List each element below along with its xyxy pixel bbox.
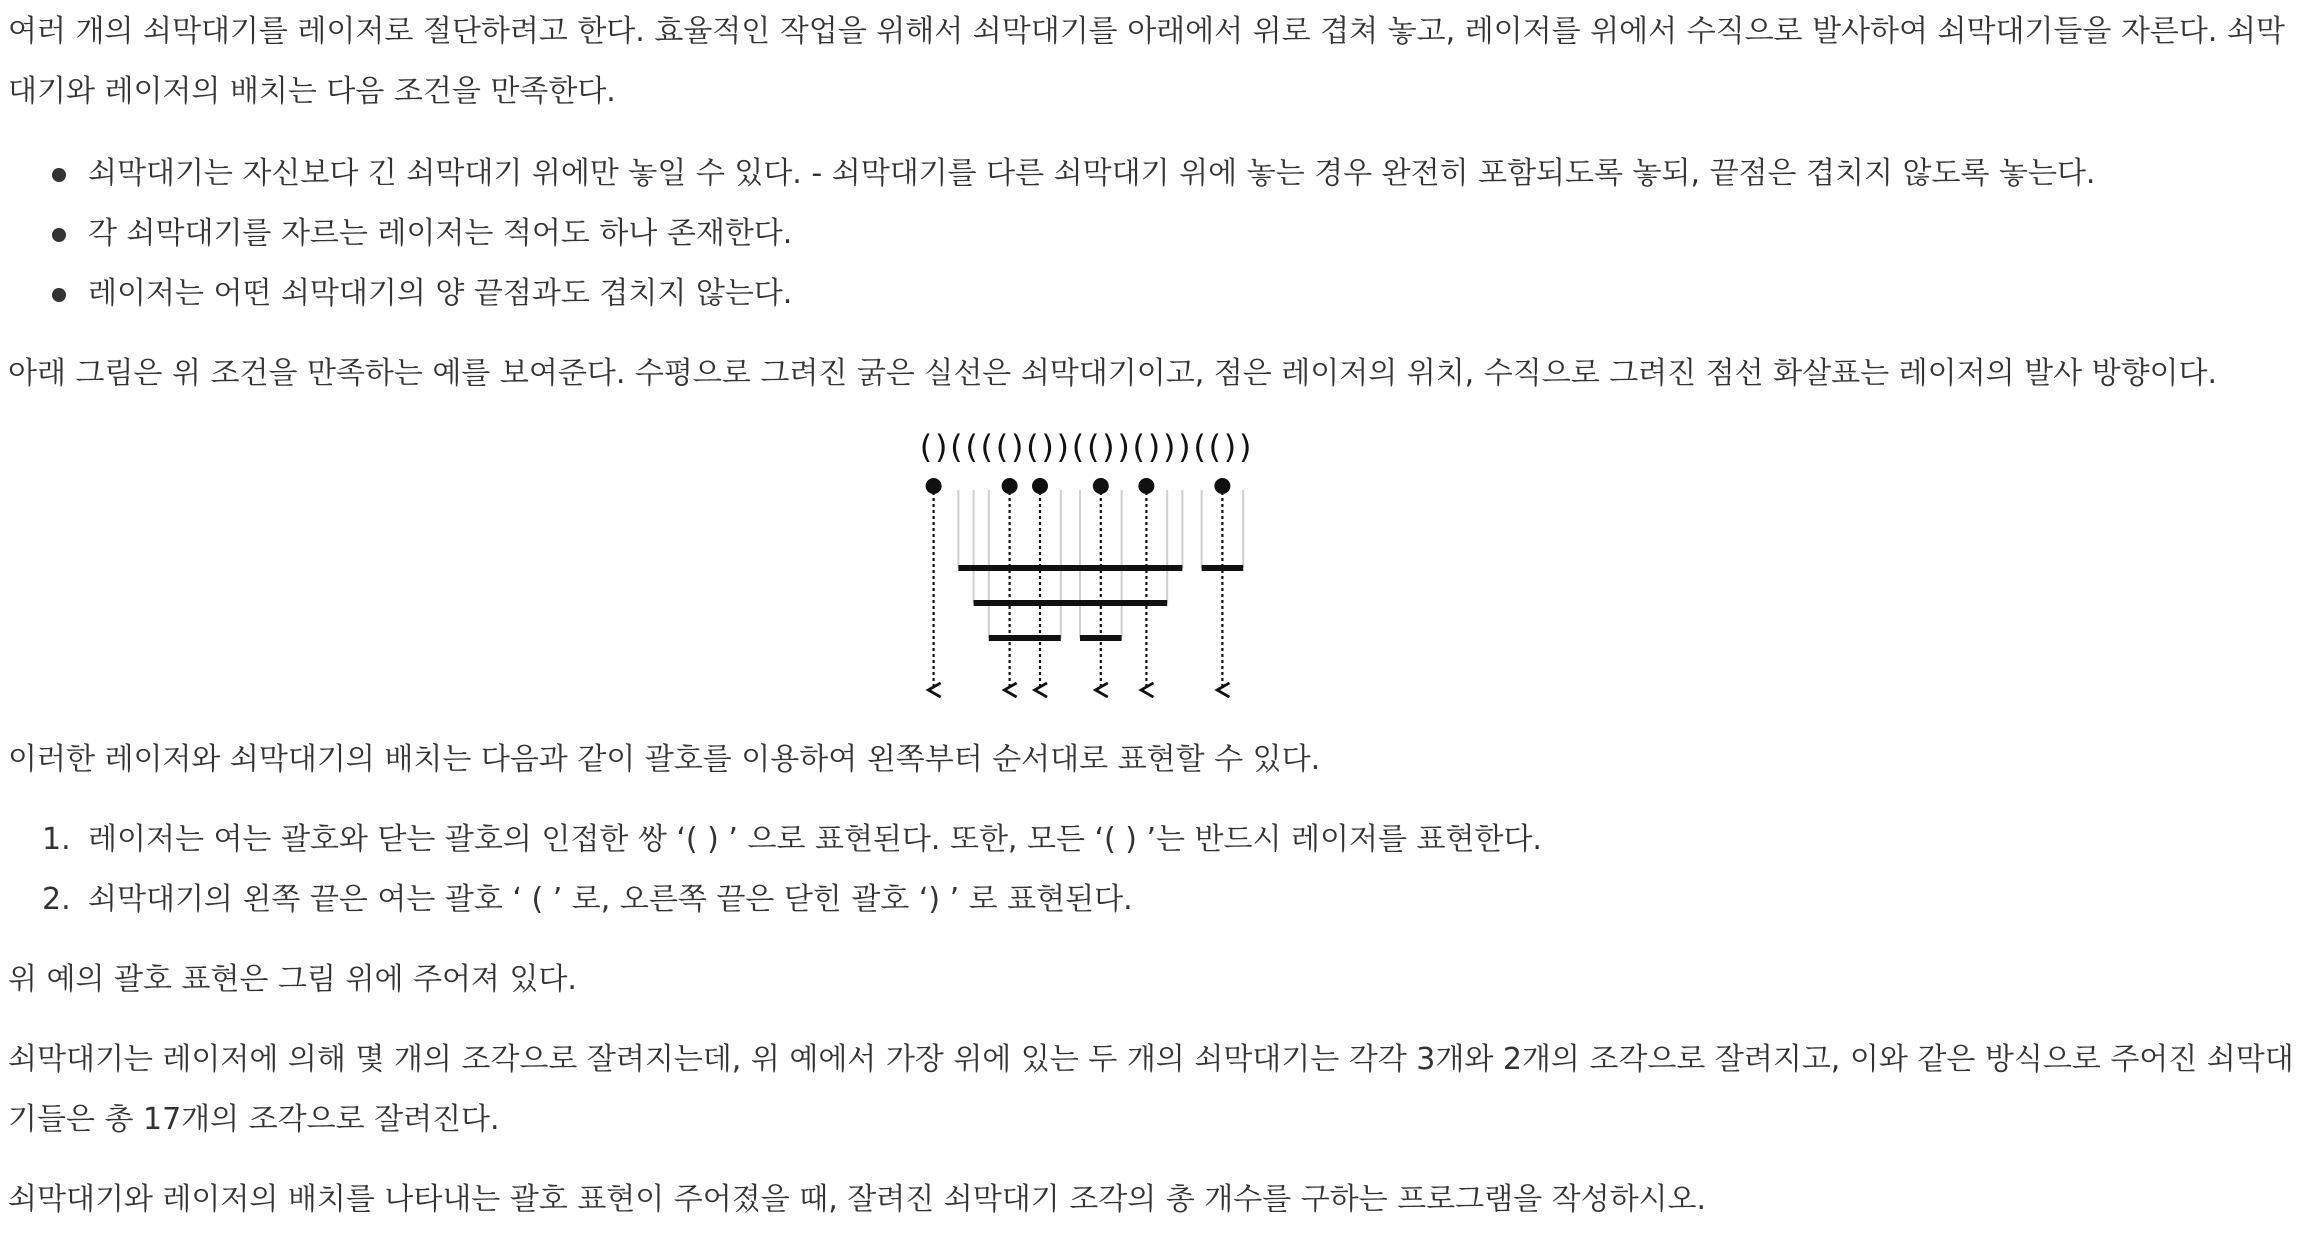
bracket-char: ) bbox=[934, 428, 948, 466]
pieces-paragraph: 쇠막대기는 레이저에 의해 몇 개의 조각으로 잘려지는데, 위 예에서 가장 위에 있는 두 개의 쇠막대기는 각각 3개와 2개의 조각으로 잘려지고, 이와 같은 방식으로 주어진 쇠막대기들은 총 17개의 조각으로 잘려진다. bbox=[8, 1042, 2294, 1137]
bracket-char: ) bbox=[1102, 428, 1115, 466]
figure-intro-paragraph: 아래 그림은 위 조건을 만족하는 예를 보여준다. 수평으로 그려진 굵은 실선은 쇠막대기이고, 점은 레이저의 위치, 수직으로 그려진 점선 화살표는 레이저의 발사 방향이다. bbox=[8, 356, 2218, 391]
condition-item bbox=[0, 204, 2300, 264]
bullet-icon bbox=[52, 228, 66, 242]
bracket-char: ) bbox=[1117, 428, 1130, 466]
bracket-char: ( bbox=[965, 428, 978, 466]
bracket-char: ( bbox=[1026, 428, 1039, 466]
bracket-char: ) bbox=[1162, 428, 1176, 466]
bracket-char: ( bbox=[980, 428, 994, 466]
example-note-paragraph: 위 예의 괄호 표현은 그림 위에 주어져 있다. bbox=[8, 962, 577, 997]
bracket-char: ) bbox=[1223, 428, 1237, 466]
bracket-char: ) bbox=[1238, 428, 1252, 466]
rule-item bbox=[0, 810, 2300, 870]
bracket-char: ) bbox=[1041, 428, 1054, 466]
bracket-char: ) bbox=[1147, 428, 1161, 466]
bracket-intro-paragraph: 이러한 레이저와 쇠막대기의 배치는 다음과 같이 괄호를 이용하여 왼쪽부터 순서대로 표현할 수 있다. bbox=[8, 742, 1321, 777]
laser-dot bbox=[1002, 478, 1018, 494]
laser-bar-diagram bbox=[900, 428, 1420, 698]
rule-item bbox=[0, 870, 2300, 930]
bracket-char: ( bbox=[1071, 428, 1085, 466]
bracket-char: ) bbox=[1178, 428, 1191, 466]
bracket-char: ( bbox=[950, 428, 963, 466]
laser-dot bbox=[1138, 478, 1154, 494]
lasers bbox=[926, 478, 1231, 690]
laser-dot bbox=[926, 478, 942, 494]
rule-number: 1. bbox=[42, 822, 71, 857]
condition-text: 각 쇠막대기를 자르는 레이저는 적어도 하나 존재한다. bbox=[88, 216, 793, 251]
bracket-char: ( bbox=[1208, 428, 1222, 466]
rules-list bbox=[0, 810, 2300, 930]
rule-number: 2. bbox=[42, 882, 71, 917]
bracket-char: ( bbox=[1132, 428, 1146, 466]
bullet-icon bbox=[52, 168, 66, 182]
condition-item bbox=[0, 144, 2300, 204]
bracket-char: ) bbox=[1056, 428, 1070, 466]
bracket-char: ( bbox=[1193, 428, 1206, 466]
laser-dot bbox=[1032, 478, 1048, 494]
task-paragraph: 쇠막대기와 레이저의 배치를 나타내는 괄호 표현이 주어졌을 때, 잘려진 쇠막대기 조각의 총 개수를 구하는 프로그램을 작성하시오. bbox=[8, 1182, 1707, 1217]
condition-item bbox=[0, 264, 2300, 324]
laser-dot bbox=[1093, 478, 1109, 494]
conditions-list bbox=[0, 144, 2300, 324]
laser-dot bbox=[1214, 478, 1230, 494]
bracket-char: ) bbox=[1010, 428, 1024, 466]
condition-text: 레이저는 어떤 쇠막대기의 양 끝점과도 겹치지 않는다. bbox=[88, 276, 793, 311]
bracket-char: ( bbox=[995, 428, 1009, 466]
rule-text: 레이저는 여는 괄호와 닫는 괄호의 인접한 쌍 ‘( ) ’ 으로 표현된다. 또한, 모든 ‘( ) ’는 반드시 레이저를 표현한다. bbox=[88, 822, 1542, 857]
rule-text: 쇠막대기의 왼쪽 끝은 여는 괄호 ‘ ( ’ 로, 오른쪽 끝은 닫힌 괄호 ‘) ’ 로 표현된다. bbox=[88, 882, 1133, 917]
bracket-char: ( bbox=[1086, 428, 1100, 466]
bracket-char: ( bbox=[919, 428, 933, 466]
bracket-string bbox=[920, 428, 1252, 466]
laser-bar-figure bbox=[900, 428, 1420, 698]
bullet-icon bbox=[52, 288, 66, 302]
intro-paragraph: 여러 개의 쇠막대기를 레이저로 절단하려고 한다. 효율적인 작업을 위해서 쇠막대기를 아래에서 위로 겹쳐 놓고, 레이저를 위에서 수직으로 발사하여 쇠막대기들을 자른다. 쇠막대기와 레이저의 배치는 다음 조건을 만족한다. bbox=[8, 14, 2285, 109]
condition-text: 쇠막대기는 자신보다 긴 쇠막대기 위에만 놓일 수 있다. - 쇠막대기를 다른 쇠막대기 위에 놓는 경우 완전히 포함되도록 놓되, 끝점은 겹치지 않도록 놓는다. bbox=[88, 156, 2096, 191]
